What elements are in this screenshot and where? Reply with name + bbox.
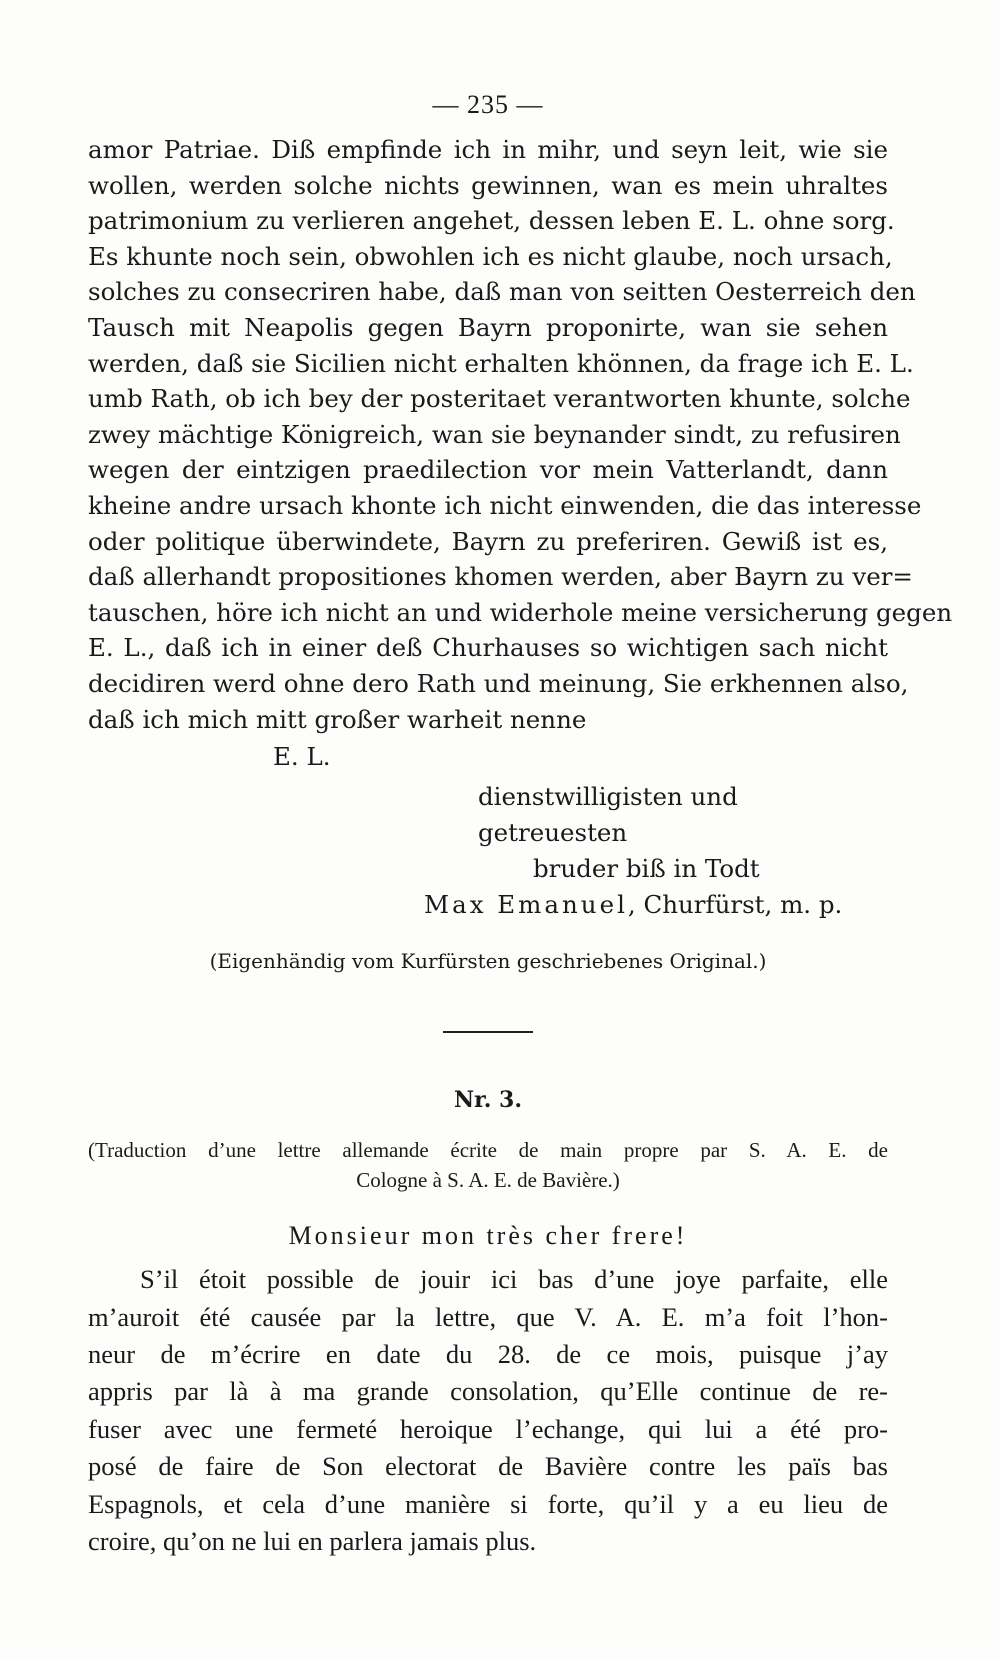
french-line: posé de faire de Son electorat de Bavière contre les païs bas — [88, 1451, 888, 1482]
french-line: appris par là à ma grande consolation, qu’Elle continue de re- — [88, 1376, 888, 1407]
original-note: (Eigenhändig vom Kurfürsten geschriebenes Original.) — [209, 949, 767, 974]
french-line: fuser avec une fermeté heroique l’echange, qui lui a été pro- — [88, 1413, 888, 1444]
signature-line — [88, 887, 888, 923]
letter-line: E. L., daß ich in einer deß Churhauses so wichtigen sach nicht — [88, 633, 888, 663]
letter-line: wollen, werden solche nichts gewinnen, wan es mein uhraltes — [88, 170, 888, 200]
section-divider — [443, 1031, 533, 1033]
letter-line: werden, daß sie Sicilien nicht erhalten khönnen, da frage ich E. L. — [88, 348, 914, 378]
translation-note-line: Cologne à S. A. E. de Bavière.) — [356, 1168, 620, 1193]
closing-salute: E. L. — [273, 742, 331, 772]
french-line: neur de m’écrire en date du 28. de ce mois, puisque j’ay — [88, 1338, 888, 1369]
letter-line: daß ich mich mitt großer warheit nenne — [88, 704, 587, 734]
letter-line: daß allerhandt propositiones khomen werden, aber Bayrn zu ver= — [88, 562, 913, 592]
letter-line: oder politique überwindete, Bayrn zu preferiren. Gewiß ist es, — [88, 526, 888, 556]
closing-line: dienstwilligisten und getreuesten — [478, 782, 738, 848]
french-line: m’auroit été causée par la lettre, que V. A. E. m’a foit l’hon- — [88, 1301, 888, 1332]
translation-note — [88, 1135, 888, 1195]
letter-line: decidiren werd ohne dero Rath und meinung, Sie erkhennen also, — [88, 668, 909, 698]
letter-line: Tausch mit Neapolis gegen Bayrn proponirte, wan sie sehen — [88, 312, 888, 342]
letter-line: amor Patriae. Diß empfinde ich in mihr, und seyn leit, wie sie — [88, 135, 888, 164]
document-page — [88, 90, 953, 1560]
letter-line: patrimonium zu verlieren angehet, dessen leben E. L. ohne sorg. — [88, 206, 895, 236]
page-number: — 235 — — [432, 90, 544, 119]
letter-body — [88, 132, 953, 737]
letter-line: umb Rath, ob ich bey der posteritaet verantworten khunte, solche — [88, 384, 911, 414]
signer-title: , Churfürst, m. p. — [627, 890, 843, 920]
letter-line: zwey mächtige Königreich, wan sie beynander sindt, zu refusiren — [88, 419, 901, 449]
document-number: Nr. 3. — [454, 1087, 522, 1114]
french-letter-body — [88, 1261, 888, 1560]
letter-line: solches zu consecriren habe, daß man von seitten Oesterreich den — [88, 277, 916, 307]
letter-closing — [88, 739, 888, 923]
french-line: Espagnols, et cela d’une manière si forte, qu’il y a eu lieu de — [88, 1488, 888, 1519]
letter-line: kheine andre ursach khonte ich nicht einwenden, die das interesse — [88, 490, 922, 520]
french-line: S’il étoit possible de jouir ici bas d’une joye parfaite, elle — [140, 1264, 888, 1295]
letter-line: wegen der eintzigen praedilection vor mein Vatterlandt, dann — [88, 455, 888, 485]
letter-line: tauschen, höre ich nicht an und widerhole meine versicherung gegen — [88, 597, 953, 627]
salutation: Monsieur mon très cher frere! — [288, 1221, 688, 1251]
closing-line: bruder biß in Todt — [533, 854, 760, 884]
french-line: croire, qu’on ne lui en parlera jamais plus. — [88, 1525, 537, 1556]
letter-line: Es khunte noch sein, obwohlen ich es nicht glaube, noch ursach, — [88, 241, 893, 271]
signer-name: Max Emanuel — [424, 890, 628, 920]
translation-note-line: (Traduction d’une lettre allemande écrite de main propre par S. A. E. de — [88, 1138, 888, 1163]
